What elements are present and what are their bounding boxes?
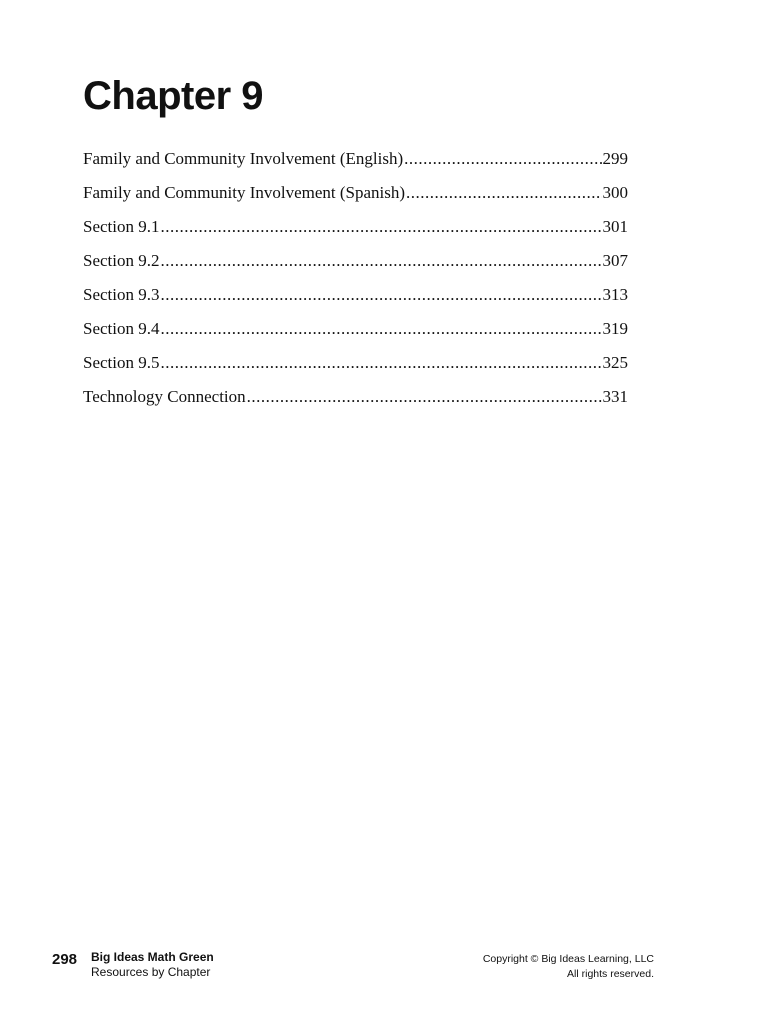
toc-dot-leader bbox=[161, 315, 602, 343]
toc-dot-leader bbox=[404, 145, 601, 173]
toc-entry-label: Technology Connection bbox=[83, 387, 246, 406]
toc-entry-section-9-1[interactable] bbox=[83, 213, 628, 247]
toc-entry-page: 313 bbox=[602, 285, 628, 304]
toc-entry-section-9-3[interactable] bbox=[83, 281, 628, 315]
toc-entry-page: 301 bbox=[602, 217, 628, 236]
toc-dot-leader bbox=[247, 383, 602, 411]
toc-dot-leader bbox=[161, 281, 602, 309]
copyright-notice bbox=[483, 952, 654, 982]
toc-entry-label: Section 9.3 bbox=[83, 285, 160, 304]
toc-entry-page: 300 bbox=[602, 183, 628, 202]
toc-entry-section-9-4[interactable] bbox=[83, 315, 628, 349]
copyright-line: Copyright © Big Ideas Learning, LLC bbox=[482, 953, 654, 965]
toc-entry-family-english[interactable] bbox=[83, 145, 628, 179]
toc-entry-section-9-2[interactable] bbox=[83, 247, 628, 281]
toc-entry-section-9-5[interactable] bbox=[83, 349, 628, 383]
toc-entry-page: 319 bbox=[602, 319, 628, 338]
rights-line: All rights reserved. bbox=[567, 968, 654, 980]
book-info bbox=[91, 950, 214, 980]
toc-entry-technology-connection[interactable] bbox=[83, 383, 628, 417]
toc-dot-leader bbox=[161, 247, 602, 275]
book-title: Big Ideas Math Green bbox=[91, 950, 214, 964]
table-of-contents bbox=[83, 145, 628, 417]
toc-entry-page: 331 bbox=[602, 387, 628, 406]
toc-entry-page: 307 bbox=[602, 251, 628, 270]
book-subtitle: Resources by Chapter bbox=[91, 965, 211, 979]
toc-entry-page: 325 bbox=[602, 353, 628, 372]
toc-entry-label: Section 9.4 bbox=[83, 319, 160, 338]
toc-entry-page: 299 bbox=[602, 149, 628, 168]
toc-entry-label: Section 9.1 bbox=[83, 217, 160, 236]
toc-entry-label: Section 9.2 bbox=[83, 251, 160, 270]
toc-entry-label: Section 9.5 bbox=[83, 353, 160, 372]
toc-dot-leader bbox=[161, 349, 602, 377]
toc-dot-leader bbox=[406, 179, 601, 207]
toc-dot-leader bbox=[161, 213, 602, 241]
page-number: 298 bbox=[52, 951, 78, 968]
toc-entry-family-spanish[interactable] bbox=[83, 179, 628, 213]
toc-entry-label: Family and Community Involvement (English) bbox=[83, 149, 404, 168]
page-footer bbox=[52, 950, 654, 990]
chapter-title: Chapter 9 bbox=[83, 74, 263, 118]
toc-entry-label: Family and Community Involvement (Spanish) bbox=[83, 183, 406, 202]
